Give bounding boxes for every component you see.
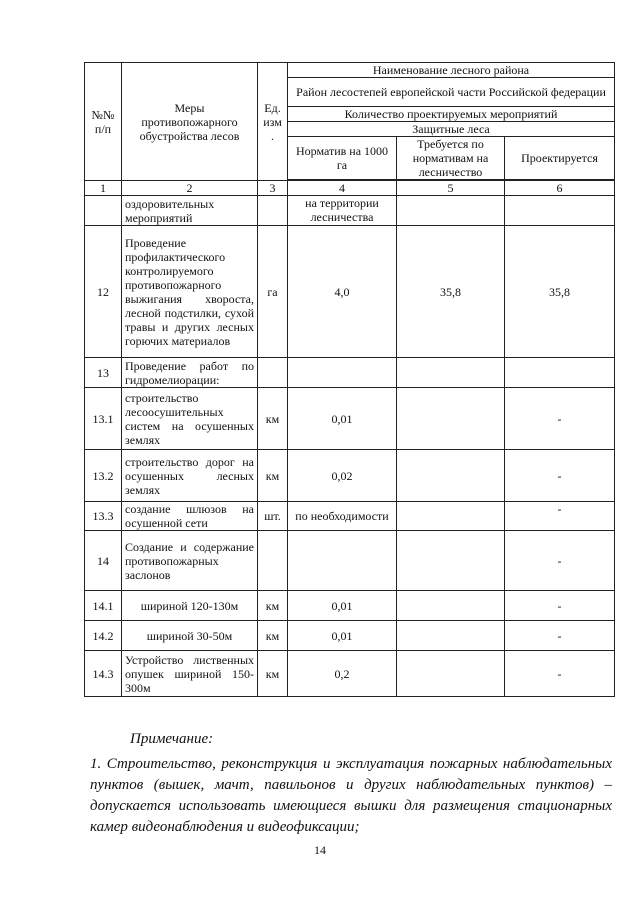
row-measure: Проведение работ по гидромелиорации:	[122, 358, 258, 388]
row-planned: -	[505, 502, 615, 531]
row-required	[397, 358, 505, 388]
header-quantity: Количество проектируемых мероприятий	[288, 107, 615, 122]
row-required	[397, 388, 505, 450]
row-planned: -	[505, 388, 615, 450]
row-unit: км	[258, 651, 288, 697]
row-num: 14.2	[85, 621, 122, 651]
row-unit: км	[258, 591, 288, 621]
row-norm: 4,0	[288, 226, 397, 358]
row-num: 13.3	[85, 502, 122, 531]
row-required	[397, 450, 505, 502]
row-planned: -	[505, 450, 615, 502]
table-row	[85, 502, 615, 531]
row-measure: Создание и содержание противопожарных заслонов	[122, 531, 258, 591]
row-norm: 0,2	[288, 651, 397, 697]
row-required	[397, 621, 505, 651]
row-norm	[288, 358, 397, 388]
row-num: 12	[85, 226, 122, 358]
row-norm: на территории лесничества	[288, 196, 397, 226]
row-norm: 0,01	[288, 621, 397, 651]
row-norm: 0,02	[288, 450, 397, 502]
table-row	[85, 591, 615, 621]
table-row	[85, 226, 615, 358]
header-unit: Ед. изм .	[258, 63, 288, 181]
row-required	[397, 502, 505, 531]
table-row	[85, 531, 615, 591]
column-number: 4	[288, 181, 397, 196]
row-planned: -	[505, 651, 615, 697]
row-unit	[258, 358, 288, 388]
header-col5: Требуется по нормативам на лесничество	[397, 137, 505, 180]
row-measure: Проведение профилактического контролируемого противопожарного выжигания хвороста, лесной подстилки, сухой травы и других лесных горючих материалов	[122, 226, 258, 358]
row-planned	[505, 196, 615, 226]
row-unit: км	[258, 388, 288, 450]
row-measure: строительство дорог на осушенных лесных землях	[122, 450, 258, 502]
column-number: 6	[505, 181, 615, 196]
table-row	[85, 621, 615, 651]
table-row	[85, 450, 615, 502]
table-row	[85, 358, 615, 388]
column-numbers-row	[85, 181, 615, 196]
row-planned: -	[505, 621, 615, 651]
row-required	[397, 651, 505, 697]
row-unit: км	[258, 450, 288, 502]
row-required: 35,8	[397, 226, 505, 358]
row-planned: -	[505, 531, 615, 591]
row-planned: 35,8	[505, 226, 615, 358]
row-planned	[505, 358, 615, 388]
row-required	[397, 196, 505, 226]
row-planned: -	[505, 591, 615, 621]
row-norm: 0,01	[288, 591, 397, 621]
column-number: 2	[122, 181, 258, 196]
row-measure: оздоровительных мероприятий	[122, 196, 258, 226]
row-required	[397, 591, 505, 621]
row-num: 14.1	[85, 591, 122, 621]
table-row	[85, 388, 615, 450]
row-unit: га	[258, 226, 288, 358]
row-norm: по необходимости	[288, 502, 397, 531]
header-measures: Меры противопожарного обустройства лесов	[122, 63, 258, 181]
row-unit: км	[258, 621, 288, 651]
header-col6: Проектируется	[505, 137, 615, 180]
note-text: 1. Строительство, реконструкция и эксплуатация пожарных наблюдательных пунктов (вышек, мачт, павильонов и других наблюдательных пунктов) – допускается использовать имеющиеся вышки для размещения стационарных камер видеонаблюдения и видеофиксации;	[90, 756, 612, 835]
row-num: 14	[85, 531, 122, 591]
table-row	[85, 651, 615, 697]
column-number: 3	[258, 181, 288, 196]
header-col4: Норматив на 1000 га	[288, 137, 397, 180]
header-forest-type: Защитные леса	[288, 122, 615, 137]
row-measure: шириной 30-50м	[122, 621, 258, 651]
row-measure: создание шлюзов на осушенной сети	[122, 502, 258, 531]
page-number: 14	[314, 843, 326, 857]
row-num	[85, 196, 122, 226]
row-unit	[258, 531, 288, 591]
column-number: 1	[85, 181, 122, 196]
header-num: №№ п/п	[85, 63, 122, 181]
row-num: 13	[85, 358, 122, 388]
row-norm	[288, 531, 397, 591]
row-norm: 0,01	[288, 388, 397, 450]
row-num: 14.3	[85, 651, 122, 697]
row-measure: шириной 120-130м	[122, 591, 258, 621]
measures-table	[84, 62, 615, 697]
row-num: 13.2	[85, 450, 122, 502]
row-measure: Устройство лиственных опушек шириной 150-300м	[122, 651, 258, 697]
table-row	[85, 196, 615, 226]
header-region-name: Наименование лесного района	[288, 63, 615, 78]
row-measure: строительство лесоосушительных систем на осушенных землях	[122, 388, 258, 450]
column-number: 5	[397, 181, 505, 196]
row-unit: шт.	[258, 502, 288, 531]
row-required	[397, 531, 505, 591]
header-region: Район лесостепей европейской части Российской федерации	[288, 78, 615, 107]
note-title: Примечание:	[130, 731, 214, 747]
row-num: 13.1	[85, 388, 122, 450]
row-unit	[258, 196, 288, 226]
